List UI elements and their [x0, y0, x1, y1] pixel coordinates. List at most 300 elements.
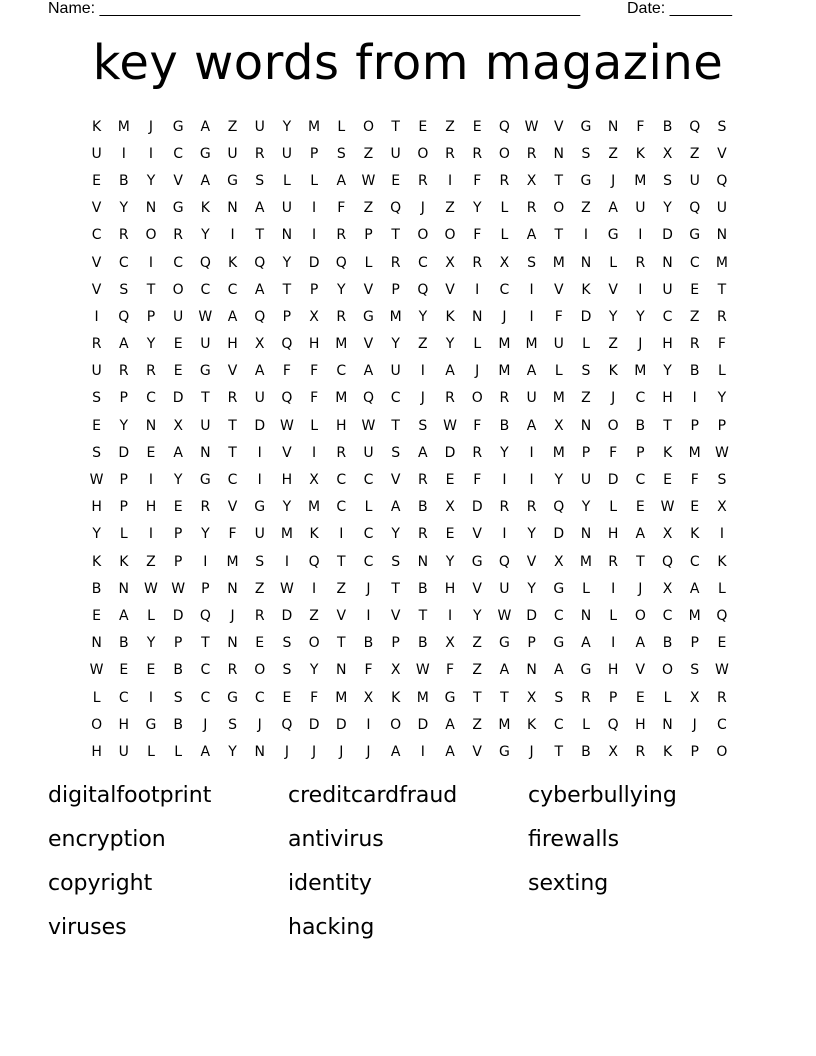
grid-letter: Z — [472, 662, 483, 679]
grid-letter: R — [499, 499, 510, 516]
grid-letter: E — [119, 662, 129, 679]
grid-letter: W — [89, 472, 104, 489]
grid-letter: R — [689, 336, 700, 353]
grid-letter: S — [92, 444, 102, 461]
grid-letter: V — [472, 580, 482, 597]
grid-letter: D — [308, 716, 320, 733]
grid-letter: L — [310, 417, 318, 434]
grid-letter: Z — [581, 390, 591, 407]
grid-letter: I — [366, 716, 371, 733]
grid-letter: M — [498, 336, 511, 353]
grid-letter: T — [717, 281, 727, 298]
grid-letter: Q — [199, 607, 211, 624]
grid-letter: C — [689, 553, 700, 570]
grid-letter: K — [662, 743, 673, 760]
grid-letter: Z — [472, 716, 483, 733]
grid-letter: M — [688, 607, 701, 624]
grid-letter: L — [554, 363, 563, 380]
grid-letter: J — [420, 200, 425, 217]
grid-letter: I — [366, 607, 371, 624]
grid-letter: K — [445, 308, 455, 325]
grid-letter: K — [92, 118, 102, 135]
grid-letter: G — [227, 689, 238, 706]
grid-letter: H — [308, 336, 320, 353]
grid-letter: Y — [636, 308, 645, 325]
grid-letter: N — [227, 635, 238, 652]
grid-letter: K — [527, 716, 537, 733]
grid-letter: Y — [445, 336, 455, 353]
grid-letter: U — [689, 172, 700, 189]
grid-letter: Y — [309, 662, 319, 679]
grid-letter: N — [662, 254, 673, 271]
grid-letter: R — [173, 227, 184, 244]
grid-letter: J — [529, 743, 534, 760]
grid-row — [83, 521, 736, 548]
grid-letter: R — [581, 689, 591, 706]
grid-letter: W — [524, 118, 539, 135]
grid-letter: E — [92, 172, 102, 189]
grid-letter: Q — [362, 390, 374, 407]
grid-letter: A — [173, 444, 183, 461]
grid-letter: C — [417, 254, 428, 271]
grid-letter: N — [336, 662, 347, 679]
grid-letter: A — [445, 716, 455, 733]
grid-letter: L — [147, 743, 155, 760]
grid-letter: F — [337, 200, 346, 217]
grid-letter: U — [635, 200, 646, 217]
grid-letter: X — [445, 499, 455, 516]
grid-letter: Q — [498, 553, 510, 570]
grid-letter: O — [634, 607, 646, 624]
grid-letter: U — [662, 281, 673, 298]
grid-letter: Y — [282, 499, 292, 516]
grid-letter: H — [662, 336, 673, 353]
grid-letter: Z — [472, 635, 483, 652]
word-list-item: creditcardfraud — [288, 783, 458, 808]
grid-letter: M — [634, 363, 647, 380]
grid-letter: I — [148, 254, 154, 271]
grid-letter: Y — [282, 118, 292, 135]
grid-letter: P — [581, 444, 591, 461]
grid-letter: I — [312, 580, 317, 597]
grid-letter: F — [554, 308, 563, 325]
grid-letter: E — [146, 662, 156, 679]
grid-letter: S — [527, 254, 537, 271]
grid-letter: A — [581, 635, 591, 652]
grid-letter: R — [200, 499, 211, 516]
grid-letter: U — [254, 390, 265, 407]
grid-letter: V — [282, 444, 292, 461]
grid-letter: A — [689, 580, 700, 597]
grid-letter: N — [200, 444, 211, 461]
grid-letter: Q — [199, 254, 211, 271]
grid-letter: E — [663, 472, 672, 489]
grid-letter: D — [580, 308, 592, 325]
grid-letter: I — [529, 308, 534, 325]
grid-letter: S — [418, 417, 428, 434]
grid-letter: Z — [608, 336, 618, 353]
grid-letter: M — [552, 254, 565, 271]
grid-letter: U — [254, 118, 265, 135]
grid-letter: T — [554, 227, 564, 244]
grid-letter: Y — [119, 417, 129, 434]
grid-letter: U — [526, 390, 537, 407]
grid-letter: R — [526, 499, 537, 516]
grid-letter: Z — [581, 200, 591, 217]
grid-letter: A — [390, 743, 401, 760]
grid-letter: Y — [146, 172, 156, 189]
grid-letter: N — [281, 227, 293, 244]
grid-letter: D — [553, 526, 565, 543]
grid-letter: I — [502, 526, 507, 543]
grid-letter: R — [635, 743, 646, 760]
grid-letter: J — [502, 308, 507, 325]
grid-letter: P — [146, 308, 156, 325]
word-list-item: antivirus — [288, 827, 384, 852]
grid-letter: S — [255, 172, 265, 189]
grid-letter: C — [227, 281, 238, 298]
grid-letter: P — [690, 635, 699, 652]
grid-letter: I — [638, 227, 643, 244]
grid-letter: N — [607, 118, 619, 135]
grid-letter: H — [281, 472, 293, 489]
grid-row — [83, 222, 736, 249]
grid-letter: F — [609, 444, 618, 461]
grid-letter: Q — [308, 553, 320, 570]
grid-letter: L — [147, 607, 155, 624]
grid-row — [83, 684, 736, 711]
grid-letter: G — [580, 118, 592, 135]
grid-letter: G — [199, 472, 211, 489]
grid-letter: X — [254, 336, 265, 353]
grid-letter: G — [553, 580, 565, 597]
grid-letter: W — [497, 607, 512, 624]
grid-letter: Q — [254, 308, 266, 325]
grid-letter: H — [607, 662, 619, 679]
grid-letter: R — [635, 254, 646, 271]
grid-letter: T — [391, 417, 400, 434]
word-list-item: sexting — [528, 871, 609, 896]
grid-letter: V — [717, 145, 727, 162]
grid-letter: Y — [228, 743, 237, 760]
grid-letter: M — [634, 172, 647, 189]
grid-letter: B — [173, 662, 183, 679]
grid-letter: B — [499, 417, 510, 434]
grid-letter: G — [607, 227, 619, 244]
grid-letter: C — [200, 689, 211, 706]
grid-letter: A — [390, 499, 401, 516]
grid-letter: W — [714, 444, 729, 461]
grid-letter: I — [583, 227, 589, 244]
grid-letter: T — [228, 417, 237, 434]
grid-letter: P — [119, 499, 128, 516]
grid-letter: S — [581, 363, 591, 380]
grid-letter: A — [227, 308, 238, 325]
grid-letter: N — [91, 635, 102, 652]
grid-letter: I — [312, 227, 317, 244]
grid-letter: Y — [527, 526, 536, 543]
word-list-item: cyberbullying — [528, 783, 677, 808]
grid-letter: L — [500, 227, 509, 244]
grid-letter: Q — [689, 118, 701, 135]
grid-letter: R — [717, 689, 727, 706]
grid-letter: R — [608, 553, 619, 570]
grid-letter: C — [717, 716, 727, 733]
grid-letter: T — [636, 553, 645, 570]
grid-letter: O — [553, 200, 565, 217]
grid-letter: N — [553, 145, 565, 162]
grid-letter: I — [529, 472, 534, 489]
grid-letter: L — [310, 172, 318, 189]
grid-letter: E — [690, 499, 700, 516]
grid-letter: Z — [363, 145, 374, 162]
grid-letter: H — [336, 417, 347, 434]
grid-letter: N — [580, 254, 592, 271]
grid-letter: U — [390, 363, 401, 380]
grid-letter: Q — [716, 607, 728, 624]
grid-letter: H — [444, 580, 456, 597]
grid-letter: Y — [527, 580, 536, 597]
grid-row — [83, 140, 736, 167]
grid-letter: F — [310, 390, 319, 407]
grid-letter: C — [363, 526, 374, 543]
grid-letter: S — [717, 118, 727, 135]
grid-letter: X — [717, 499, 727, 516]
grid-letter: J — [148, 118, 154, 135]
grid-letter: W — [144, 580, 158, 597]
grid-letter: J — [638, 336, 643, 353]
grid-letter: O — [716, 743, 728, 760]
grid-row — [83, 249, 736, 276]
grid-letter: L — [364, 499, 373, 516]
grid-letter: R — [417, 526, 428, 543]
grid-letter: D — [335, 716, 347, 733]
grid-letter: E — [173, 336, 183, 353]
grid-letter: N — [145, 417, 157, 434]
grid-letter: S — [255, 553, 265, 570]
grid-letter: C — [635, 472, 646, 489]
grid-letter: I — [312, 444, 317, 461]
grid-letter: D — [444, 444, 456, 461]
grid-letter: T — [554, 172, 564, 189]
grid-letter: Q — [118, 308, 130, 325]
grid-letter: J — [366, 580, 371, 597]
grid-letter: I — [284, 553, 289, 570]
grid-letter: L — [609, 254, 618, 271]
grid-letter: K — [635, 145, 645, 162]
grid-letter: T — [146, 281, 156, 298]
grid-letter: Z — [146, 553, 156, 570]
grid-letter: H — [662, 390, 673, 407]
grid-letter: Z — [445, 118, 455, 135]
grid-letter: A — [635, 526, 646, 543]
grid-letter: L — [283, 172, 291, 189]
grid-letter: X — [173, 417, 183, 434]
grid-letter: T — [228, 444, 237, 461]
grid-letter: G — [227, 172, 238, 189]
grid-letter: O — [362, 118, 374, 135]
grid-letter: M — [389, 308, 402, 325]
grid-letter: K — [200, 200, 210, 217]
grid-letter: Y — [418, 308, 428, 325]
grid-letter: C — [635, 390, 646, 407]
grid-row — [83, 113, 736, 140]
grid-letter: L — [718, 363, 726, 380]
grid-letter: E — [282, 689, 292, 706]
grid-letter: Y — [146, 635, 156, 652]
grid-row — [83, 167, 736, 194]
grid-letter: P — [282, 308, 292, 325]
grid-letter: G — [199, 145, 211, 162]
grid-letter: B — [418, 580, 428, 597]
grid-letter: A — [336, 172, 347, 189]
grid-letter: O — [91, 716, 103, 733]
grid-letter: R — [417, 472, 428, 489]
grid-letter: C — [363, 553, 374, 570]
grid-letter: R — [118, 227, 129, 244]
grid-letter: W — [714, 662, 729, 679]
grid-letter: H — [118, 716, 130, 733]
grid-letter: M — [498, 363, 511, 380]
grid-letter: O — [417, 145, 429, 162]
grid-letter: T — [255, 227, 264, 244]
grid-letter: T — [282, 281, 292, 298]
grid-letter: C — [173, 254, 184, 271]
grid-letter: E — [690, 281, 700, 298]
grid-letter: L — [473, 336, 482, 353]
grid-letter: C — [662, 607, 673, 624]
grid-letter: H — [635, 716, 646, 733]
grid-letter: N — [417, 553, 429, 570]
grid-letter: E — [635, 499, 645, 516]
grid-letter: B — [418, 635, 428, 652]
grid-letter: R — [499, 390, 510, 407]
grid-row — [83, 385, 736, 412]
grid-letter: E — [418, 118, 428, 135]
grid-letter: Q — [335, 254, 347, 271]
grid-letter: V — [608, 281, 618, 298]
grid-letter: P — [309, 145, 319, 162]
grid-letter: O — [444, 227, 456, 244]
grid-letter: M — [715, 254, 728, 271]
grid-letter: K — [662, 444, 673, 461]
grid-letter: U — [281, 200, 293, 217]
grid-letter: M — [226, 553, 239, 570]
grid-letter: Z — [363, 200, 374, 217]
grid-letter: S — [92, 390, 102, 407]
grid-letter: U — [499, 580, 510, 597]
grid-letter: X — [689, 689, 700, 706]
grid-letter: U — [91, 145, 102, 162]
grid-letter: O — [308, 635, 320, 652]
grid-letter: F — [717, 336, 726, 353]
grid-letter: L — [119, 526, 128, 543]
grid-letter: G — [363, 308, 374, 325]
grid-letter: E — [255, 635, 265, 652]
grid-letter: I — [148, 689, 154, 706]
grid-letter: Q — [281, 716, 293, 733]
grid-letter: P — [391, 281, 400, 298]
grid-letter: W — [361, 417, 376, 434]
grid-letter: L — [582, 580, 590, 597]
grid-letter: Z — [309, 607, 319, 624]
grid-letter: M — [416, 689, 429, 706]
grid-letter: V — [390, 472, 401, 489]
word-list — [48, 780, 768, 944]
grid-letter: V — [553, 281, 564, 298]
grid-row — [83, 548, 736, 575]
grid-letter: B — [689, 363, 700, 380]
grid-letter: T — [201, 390, 210, 407]
grid-letter: J — [284, 743, 289, 760]
grid-letter: M — [552, 444, 565, 461]
grid-letter: F — [473, 227, 482, 244]
grid-letter: Y — [663, 200, 672, 217]
grid-letter: X — [390, 662, 401, 679]
grid-letter: S — [336, 145, 346, 162]
grid-letter: D — [417, 716, 429, 733]
grid-letter: O — [390, 716, 402, 733]
grid-letter: A — [118, 336, 129, 353]
grid-letter: U — [173, 308, 184, 325]
grid-letter: W — [89, 662, 104, 679]
grid-letter: G — [580, 172, 592, 189]
grid-letter: T — [418, 607, 428, 624]
grid-letter: L — [582, 716, 590, 733]
grid-letter: P — [173, 526, 183, 543]
grid-letter: C — [118, 254, 129, 271]
grid-letter: C — [200, 662, 211, 679]
grid-letter: I — [447, 172, 453, 189]
grid-row — [83, 575, 736, 602]
grid-letter: J — [312, 743, 317, 760]
grid-letter: H — [91, 499, 102, 516]
grid-row — [83, 657, 736, 684]
grid-letter: R — [227, 662, 238, 679]
grid-letter: R — [717, 308, 727, 325]
grid-letter: J — [366, 743, 371, 760]
grid-letter: W — [443, 417, 457, 434]
grid-letter: X — [309, 472, 319, 489]
grid-letter: V — [336, 607, 347, 624]
grid-letter: M — [117, 118, 130, 135]
grid-letter: A — [445, 743, 455, 760]
grid-letter: A — [254, 200, 265, 217]
grid-letter: O — [145, 227, 157, 244]
grid-letter: X — [445, 635, 455, 652]
grid-letter: R — [499, 172, 510, 189]
grid-letter: S — [173, 689, 183, 706]
grid-letter: Y — [337, 281, 346, 298]
grid-letter: I — [148, 145, 154, 162]
grid-letter: I — [611, 580, 616, 597]
grid-letter: H — [607, 526, 619, 543]
grid-letter: R — [526, 200, 537, 217]
grid-letter: S — [581, 145, 591, 162]
grid-letter: Y — [472, 200, 482, 217]
date-field-label: Date: _______ — [627, 0, 732, 17]
grid-letter: P — [690, 417, 699, 434]
grid-letter: W — [171, 580, 186, 597]
grid-letter: Z — [336, 580, 347, 597]
grid-letter: R — [146, 363, 156, 380]
grid-letter: V — [472, 743, 482, 760]
grid-letter: E — [173, 499, 183, 516]
grid-letter: G — [471, 553, 483, 570]
grid-letter: A — [526, 417, 537, 434]
grid-letter: D — [308, 254, 320, 271]
grid-letter: Q — [716, 172, 728, 189]
